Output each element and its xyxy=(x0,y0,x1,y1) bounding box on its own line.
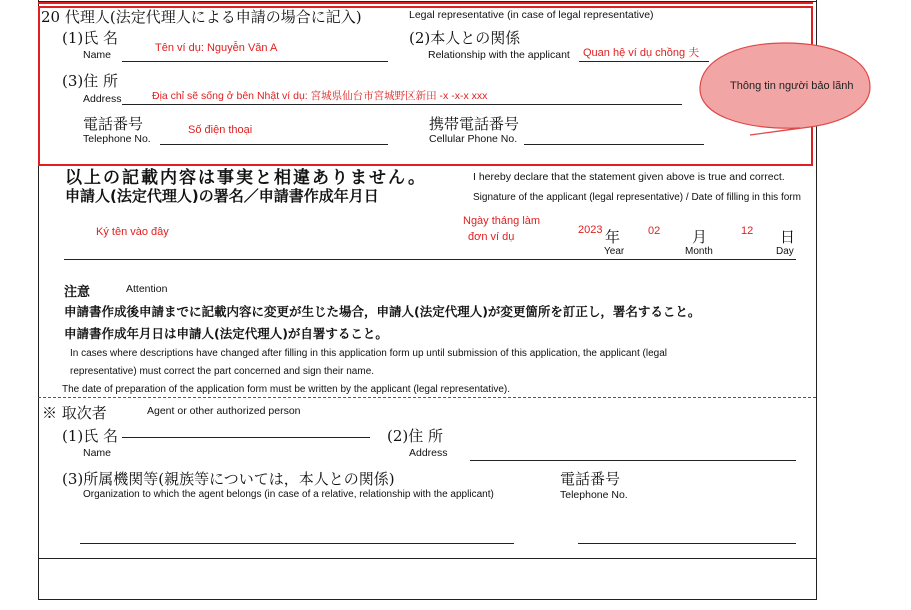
month-en: Month xyxy=(685,246,713,257)
declaration-line2-en: Signature of the applicant (legal representative) / Date of filling in this form xyxy=(473,192,801,203)
attention-title-en: Attention xyxy=(126,283,168,295)
rep-relation-label: (2)本人との関係 xyxy=(409,29,521,47)
agent-tel-label: 電話番号 xyxy=(560,470,621,488)
attention-line2: 申請書作成年月日は申請人(法定代理人)が自署すること。 xyxy=(64,326,388,341)
rep-cell-label-en: Cellular Phone No. xyxy=(429,133,518,145)
attention-en-3: The date of preparation of the application form must be written by the applicant (legal representative). xyxy=(62,384,511,395)
agent-title: ※ 取次者 xyxy=(42,404,107,422)
rep-address-label: (3)住 所 xyxy=(62,72,119,90)
agent-title-en: Agent or other authorized person xyxy=(147,405,301,417)
callout-text: Thông tin người bảo lãnh xyxy=(730,80,854,92)
agent-tel-label-en: Telephone No. xyxy=(560,489,628,501)
attention-en-2: representative) must correct the part concerned and sign their name. xyxy=(70,366,375,377)
rep-address-line xyxy=(122,104,682,105)
date-note-1: Ngày tháng làm xyxy=(463,215,541,227)
rep-tel-label: 電話番号 xyxy=(83,115,144,133)
agent-address-label-en: Address xyxy=(409,447,448,459)
agent-name-line[interactable] xyxy=(122,437,370,438)
agent-name-label-en: Name xyxy=(83,447,112,459)
signature-example[interactable]: Ký tên vào đây xyxy=(96,226,169,238)
agent-org-line[interactable] xyxy=(80,543,514,544)
rep-name-label: (1)氏 名 xyxy=(62,29,119,47)
rep-relation-label-en: Relationship with the applicant xyxy=(428,49,570,61)
declaration-line1: 以上の記載内容は事実と相違ありません。 xyxy=(65,168,428,188)
agent-divider xyxy=(38,397,816,398)
date-note-2: đơn ví dụ xyxy=(468,231,515,243)
rep-name-line xyxy=(122,61,388,62)
attention-line1: 申請書作成後申請までに記載内容に変更が生じた場合，申請人(法定代理人)が変更箇所を訂正し，署名すること。 xyxy=(64,304,701,319)
rep-name-label-en: Name xyxy=(83,49,112,61)
rep-cell-label: 携帯電話番号 xyxy=(429,115,520,133)
attention-en-1: In cases where descriptions have changed after filling in this application form up until submission of this application, the applicant (legal xyxy=(70,348,668,359)
agent-org-label-en: Organization to which the agent belongs (in case of a relative, relationship with the applicant) xyxy=(83,489,494,500)
rep-address-example[interactable]: Địa chỉ sẽ sống ở bên Nhật ví dụ: 宮城県仙台市宮城野区新田 -x -x-x xxx xyxy=(152,90,488,102)
day-kanji: 日 xyxy=(780,228,796,246)
year-value[interactable]: 2023 xyxy=(578,224,603,236)
month-value[interactable]: 02 xyxy=(648,225,661,237)
declaration-line2: 申請人(法定代理人)の署名／申請書作成年月日 xyxy=(65,187,379,205)
declaration-line1-en: I hereby declare that the statement given above is true and correct. xyxy=(473,171,785,183)
day-value[interactable]: 12 xyxy=(741,225,754,237)
section20-title-en: Legal representative (in case of legal representative) xyxy=(409,9,654,21)
rep-tel-line xyxy=(160,144,388,145)
attention-title: 注意 xyxy=(64,285,91,300)
rep-cell-line xyxy=(524,144,704,145)
signature-line xyxy=(64,259,796,260)
agent-tel-line[interactable] xyxy=(578,543,796,544)
rep-tel-example[interactable]: Số điện thoại xyxy=(188,124,253,136)
rep-name-example[interactable]: Tên ví dụ: Nguyễn Văn A xyxy=(155,42,278,54)
year-kanji: 年 xyxy=(605,228,621,246)
rep-tel-label-en: Telephone No. xyxy=(83,133,151,145)
section20-title: 20 代理人(法定代理人による申請の場合に記入) xyxy=(41,8,362,26)
year-en: Year xyxy=(604,246,625,257)
agent-address-line[interactable] xyxy=(470,460,796,461)
bottom-section-line xyxy=(38,558,816,559)
agent-address-label: (2)住 所 xyxy=(387,427,444,445)
rep-relation-example[interactable]: Quan hệ ví dụ chồng 夫 xyxy=(583,47,700,59)
agent-name-label: (1)氏 名 xyxy=(62,427,119,445)
section20-top-line xyxy=(38,2,813,4)
day-en: Day xyxy=(776,246,794,257)
rep-address-label-en: Address xyxy=(83,93,122,105)
form-bottom-border xyxy=(38,599,816,600)
month-kanji: 月 xyxy=(692,228,708,246)
agent-org-label: (3)所属機関等(親族等については，本人との関係) xyxy=(62,470,395,488)
